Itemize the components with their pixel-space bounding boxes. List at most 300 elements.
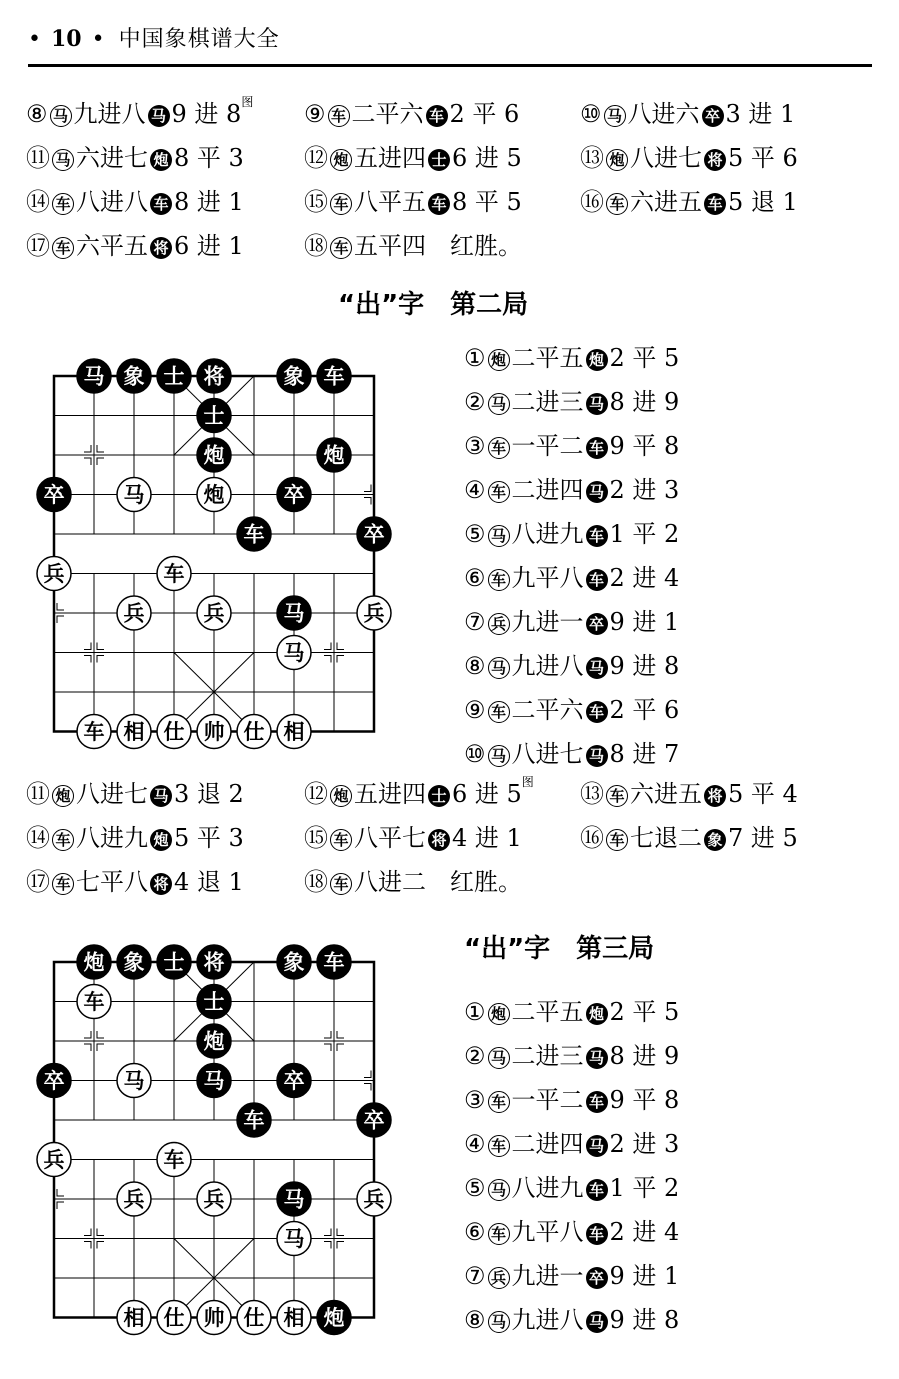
move-black-text: 8 进 7: [609, 740, 680, 768]
piece-label: 车: [83, 720, 105, 744]
piece-label: 马: [123, 483, 145, 507]
red-piece-icon: 车: [330, 873, 352, 895]
move-entry: [304, 860, 522, 904]
move-black-text: 9 进 1: [609, 608, 680, 636]
move-black-text: 2 平 5: [609, 344, 680, 372]
position-mark: [324, 1031, 331, 1038]
move-entry: [304, 136, 522, 180]
move-entry: [26, 816, 244, 860]
move-entry: [580, 136, 798, 180]
piece-label: 马: [283, 1227, 305, 1251]
position-mark: [97, 458, 104, 465]
move-number: ⑦: [464, 1262, 486, 1290]
move-red-text: 九进八: [73, 100, 146, 128]
move-number: ⑭: [26, 824, 50, 852]
move-red-text: 二平五: [511, 998, 584, 1026]
piece-label: 象: [283, 950, 305, 975]
move-entry: [304, 180, 522, 224]
move-number: ③: [464, 432, 486, 460]
move-red-text: 五进四: [354, 144, 426, 172]
position-mark: [364, 498, 371, 505]
black-piece-icon: 车: [586, 1179, 608, 1201]
move-entry: [26, 180, 244, 224]
red-piece-icon: 兵: [488, 1267, 510, 1289]
red-piece-icon: 马: [488, 657, 510, 679]
red-piece-icon: 车: [606, 829, 628, 851]
position-mark: [324, 656, 331, 663]
move-number: ⑰: [26, 868, 50, 896]
red-piece-icon: 车: [488, 1135, 510, 1157]
bullet: •: [91, 27, 105, 52]
piece-label: 将: [203, 364, 225, 389]
move-black-text: 7 进 5: [728, 824, 798, 852]
red-piece-icon: 车: [52, 873, 74, 895]
piece-label: 象: [123, 364, 145, 389]
position-mark: [97, 643, 104, 650]
red-piece-icon: 马: [488, 745, 510, 767]
piece-label: 马: [83, 364, 105, 389]
move-number: ⑬: [580, 144, 604, 172]
red-piece-icon: 炮: [488, 1003, 510, 1025]
move-red-text: 五进四: [354, 780, 426, 808]
black-piece-icon: 车: [586, 437, 608, 459]
move-red-text: 六进五: [630, 780, 702, 808]
position-mark: [97, 1044, 104, 1051]
move-black-text: 9 进 1: [609, 1262, 680, 1290]
move-number: ⑩: [464, 740, 486, 768]
red-piece-icon: 炮: [330, 149, 352, 171]
move-red-text: 二进四: [511, 1130, 584, 1158]
move-number: ③: [464, 1086, 486, 1114]
piece-label: 炮: [203, 443, 225, 468]
move-black-text: 5 平 6: [728, 144, 798, 172]
red-piece-icon: 车: [330, 237, 352, 259]
position-mark: [337, 656, 344, 663]
piece-label: 马: [283, 601, 305, 626]
move-black-text: 8 平 3: [174, 144, 244, 172]
move-red-text: 九进八: [511, 1306, 584, 1334]
position-mark: [337, 1242, 344, 1249]
black-piece-icon: 卒: [702, 105, 724, 127]
red-piece-icon: 炮: [52, 785, 74, 807]
piece-label: 车: [83, 990, 105, 1014]
red-piece-icon: 马: [50, 105, 72, 127]
piece-label: 炮: [83, 950, 105, 975]
piece-label: 兵: [123, 601, 145, 626]
move-entry: [304, 92, 519, 136]
move-entry: [464, 512, 679, 556]
piece-label: 仕: [163, 1306, 185, 1330]
red-piece-icon: 车: [488, 701, 510, 723]
move-entry: [464, 1210, 679, 1254]
header-rule: [28, 64, 872, 67]
black-piece-icon: 将: [150, 237, 172, 259]
piece-label: 车: [323, 950, 345, 975]
move-red-text: 八进九: [511, 1174, 584, 1202]
position-mark: [364, 1071, 371, 1078]
move-number: ⑱: [304, 232, 328, 260]
game3-title: “出”字 第三局: [464, 934, 655, 964]
red-piece-icon: 车: [488, 569, 510, 591]
black-piece-icon: 将: [428, 829, 450, 851]
red-piece-icon: 兵: [488, 613, 510, 635]
piece-label: 象: [283, 364, 305, 389]
red-piece-icon: 车: [330, 829, 352, 851]
move-number: ⑨: [304, 100, 326, 128]
move-number: ⑨: [464, 696, 486, 724]
position-mark: [84, 1044, 91, 1051]
move-entry: [464, 468, 679, 512]
black-piece-icon: 将: [150, 873, 172, 895]
move-red-text: 九平八: [511, 564, 584, 592]
piece-label: 兵: [363, 1187, 385, 1212]
position-mark: [84, 445, 91, 452]
bullet: •: [28, 27, 41, 52]
move-black-text: 2 进 3: [609, 1130, 680, 1158]
position-mark: [97, 656, 104, 663]
position-mark: [337, 643, 344, 650]
move-number: ⑦: [464, 608, 486, 636]
red-piece-icon: 车: [488, 1091, 510, 1113]
black-piece-icon: 卒: [586, 1267, 608, 1289]
red-piece-icon: 马: [604, 105, 626, 127]
move-red-text: 七平八: [76, 868, 148, 896]
black-piece-icon: 马: [586, 481, 608, 503]
piece-label: 马: [123, 1069, 145, 1093]
move-black-text: 8 进 9: [609, 1042, 680, 1070]
move-entry: [26, 92, 253, 136]
figure-mark: 图: [521, 775, 534, 789]
piece-label: 兵: [43, 1148, 65, 1172]
black-piece-icon: 车: [586, 701, 608, 723]
piece-label: 仕: [163, 720, 185, 744]
move-black-text: 5 平 4: [728, 780, 798, 808]
move-red-text: 八进七: [630, 144, 702, 172]
position-mark: [84, 1229, 91, 1236]
position-mark: [84, 458, 91, 465]
piece-label: 马: [283, 1187, 305, 1212]
position-mark: [324, 643, 331, 650]
move-black-text: 3 退 2: [174, 780, 244, 808]
move-red-text: 二平六: [511, 696, 584, 724]
move-red-text: 八进九: [511, 520, 584, 548]
move-black-text: 8 进 9: [609, 388, 680, 416]
position-mark: [97, 1229, 104, 1236]
red-piece-icon: 马: [52, 149, 74, 171]
black-piece-icon: 马: [586, 657, 608, 679]
position-mark: [324, 1044, 331, 1051]
position-mark: [97, 445, 104, 452]
black-piece-icon: 炮: [586, 1003, 608, 1025]
red-piece-icon: 炮: [330, 785, 352, 807]
move-number: ⑥: [464, 564, 486, 592]
black-piece-icon: 马: [586, 393, 608, 415]
move-black-text: 9 平 8: [609, 432, 680, 460]
move-entry: [464, 424, 679, 468]
position-mark: [337, 1031, 344, 1038]
move-red-text: 八进八: [76, 188, 148, 216]
move-red-text: 二进三: [511, 388, 584, 416]
black-piece-icon: 马: [586, 745, 608, 767]
move-number: ⑯: [580, 188, 604, 216]
move-red-text: 一平二: [511, 432, 584, 460]
move-entry: [464, 1078, 679, 1122]
move-black-text: 6 进 5: [452, 780, 522, 808]
red-piece-icon: 马: [488, 1311, 510, 1333]
piece-label: 卒: [283, 483, 305, 507]
move-black-text: 3 进 1: [725, 100, 796, 128]
red-piece-icon: 车: [606, 785, 628, 807]
move-entry: [464, 990, 679, 1034]
move-entry: [580, 772, 798, 816]
move-black-text: 9 平 8: [609, 1086, 680, 1114]
figure-mark: 图: [241, 95, 254, 109]
black-piece-icon: 卒: [586, 613, 608, 635]
piece-label: 兵: [123, 1187, 145, 1212]
piece-label: 马: [203, 1069, 225, 1093]
position-mark: [364, 1084, 371, 1091]
move-red-text: 九进一: [511, 1262, 584, 1290]
move-number: ②: [464, 388, 486, 416]
move-red-text: 九平八: [511, 1218, 584, 1246]
move-black-text: 5 平 3: [174, 824, 244, 852]
move-entry: [580, 92, 795, 136]
black-piece-icon: 马: [586, 1311, 608, 1333]
black-piece-icon: 马: [586, 1047, 608, 1069]
piece-label: 仕: [243, 720, 265, 744]
piece-label: 士: [203, 404, 225, 428]
move-black-text: 红胜。: [450, 868, 522, 896]
move-number: ⑬: [580, 780, 604, 808]
move-black-text: 红胜。: [450, 232, 522, 260]
black-piece-icon: 车: [586, 1223, 608, 1245]
move-red-text: 八平七: [354, 824, 426, 852]
move-entry: [464, 1298, 679, 1342]
move-red-text: 八进六: [627, 100, 700, 128]
game3-board: [34, 942, 394, 1338]
move-black-text: 2 平 6: [449, 100, 520, 128]
position-mark: [324, 1229, 331, 1236]
piece-label: 炮: [323, 1306, 345, 1330]
move-black-text: 2 平 6: [609, 696, 680, 724]
red-piece-icon: 炮: [606, 149, 628, 171]
move-red-text: 八进七: [76, 780, 148, 808]
game2-board: [34, 356, 394, 752]
move-red-text: 八平五: [354, 188, 426, 216]
red-piece-icon: 炮: [488, 349, 510, 371]
move-black-text: 2 进 4: [609, 564, 680, 592]
position-mark: [57, 1189, 64, 1196]
move-number: ⑧: [464, 1306, 486, 1334]
move-red-text: 六平五: [76, 232, 148, 260]
red-piece-icon: 车: [488, 1223, 510, 1245]
move-entry: [464, 1166, 679, 1210]
red-piece-icon: 车: [52, 237, 74, 259]
position-mark: [337, 1229, 344, 1236]
position-mark: [84, 1031, 91, 1038]
move-number: ⑰: [26, 232, 50, 260]
move-entry: [304, 224, 522, 268]
black-piece-icon: 车: [586, 525, 608, 547]
position-mark: [364, 485, 371, 492]
black-piece-icon: 马: [150, 785, 172, 807]
piece-label: 帅: [203, 1306, 225, 1330]
move-black-text: 4 进 1: [452, 824, 522, 852]
move-number: ⑱: [304, 868, 328, 896]
position-mark: [324, 1242, 331, 1249]
move-black-text: 6 进 1: [174, 232, 244, 260]
position-mark: [84, 1242, 91, 1249]
move-entry: [26, 224, 244, 268]
position-mark: [84, 643, 91, 650]
red-piece-icon: 马: [488, 1179, 510, 1201]
move-red-text: 二进四: [511, 476, 584, 504]
move-black-text: 4 退 1: [174, 868, 244, 896]
piece-label: 兵: [43, 562, 65, 586]
move-entry: [464, 1034, 679, 1078]
red-piece-icon: 车: [488, 481, 510, 503]
move-number: ⑪: [26, 780, 50, 808]
black-piece-icon: 将: [704, 149, 726, 171]
move-black-text: 9 进 8: [609, 1306, 680, 1334]
book-title: 中国象棋谱大全: [118, 27, 280, 52]
page-number: 10: [50, 26, 82, 52]
black-piece-icon: 车: [704, 193, 726, 215]
black-piece-icon: 车: [428, 193, 450, 215]
move-number: ⑤: [464, 520, 486, 548]
move-black-text: 8 进 1: [174, 188, 244, 216]
move-entry: [26, 136, 244, 180]
red-piece-icon: 马: [488, 525, 510, 547]
piece-label: 卒: [283, 1069, 305, 1093]
move-black-text: 2 进 3: [609, 476, 680, 504]
move-red-text: 八进二: [354, 868, 426, 896]
move-black-text: 5 退 1: [728, 188, 798, 216]
piece-label: 兵: [203, 601, 225, 626]
move-number: ④: [464, 1130, 486, 1158]
move-entry: [580, 816, 798, 860]
move-black-text: 9 进 8: [609, 652, 680, 680]
move-number: ①: [464, 344, 486, 372]
move-black-text: 8 平 5: [452, 188, 522, 216]
move-number: ⑧: [464, 652, 486, 680]
move-number: ⑤: [464, 1174, 486, 1202]
position-mark: [57, 1202, 64, 1209]
move-entry: [464, 556, 679, 600]
move-number: ⑯: [580, 824, 604, 852]
position-mark: [57, 603, 64, 610]
black-piece-icon: 马: [148, 105, 170, 127]
black-piece-icon: 车: [426, 105, 448, 127]
red-piece-icon: 车: [328, 105, 350, 127]
piece-label: 士: [163, 364, 185, 389]
black-piece-icon: 士: [428, 785, 450, 807]
move-entry: [304, 816, 522, 860]
move-red-text: 二平六: [351, 100, 424, 128]
red-piece-icon: 车: [52, 829, 74, 851]
black-piece-icon: 马: [586, 1135, 608, 1157]
move-entry: [26, 772, 244, 816]
black-piece-icon: 车: [586, 1091, 608, 1113]
black-piece-icon: 车: [150, 193, 172, 215]
black-piece-icon: 象: [704, 829, 726, 851]
piece-label: 卒: [43, 1069, 65, 1093]
piece-label: 卒: [363, 522, 385, 547]
move-entry: [580, 180, 798, 224]
game2-title: “出”字 第二局: [338, 290, 529, 320]
piece-label: 炮: [323, 443, 345, 468]
move-entry: [464, 1122, 679, 1166]
position-mark: [84, 656, 91, 663]
move-black-text: 1 平 2: [609, 1174, 680, 1202]
piece-label: 相: [283, 1306, 305, 1330]
move-number: ④: [464, 476, 486, 504]
move-red-text: 八进九: [76, 824, 148, 852]
move-entry: [464, 732, 679, 776]
red-piece-icon: 马: [488, 1047, 510, 1069]
move-number: ⑥: [464, 1218, 486, 1246]
piece-label: 相: [123, 1306, 145, 1330]
move-number: ⑫: [304, 780, 328, 808]
move-red-text: 一平二: [511, 1086, 584, 1114]
piece-label: 车: [323, 364, 345, 389]
piece-label: 车: [243, 522, 265, 547]
move-red-text: 八进七: [511, 740, 584, 768]
move-entry: [464, 380, 679, 424]
move-number: ⑧: [26, 100, 48, 128]
piece-label: 炮: [203, 483, 225, 507]
piece-label: 卒: [363, 1108, 385, 1133]
piece-label: 象: [123, 950, 145, 975]
move-red-text: 五平四: [354, 232, 426, 260]
move-black-text: 2 平 5: [609, 998, 680, 1026]
move-entry: [26, 860, 244, 904]
piece-label: 马: [283, 641, 305, 665]
piece-label: 兵: [203, 1187, 225, 1212]
black-piece-icon: 炮: [150, 829, 172, 851]
piece-label: 帅: [203, 720, 225, 744]
red-piece-icon: 车: [52, 193, 74, 215]
move-entry: [464, 1254, 679, 1298]
move-number: ⑮: [304, 824, 328, 852]
piece-label: 士: [203, 990, 225, 1014]
red-piece-icon: 马: [488, 393, 510, 415]
move-black-text: 6 进 5: [452, 144, 522, 172]
move-entry: [464, 688, 679, 732]
move-black-text: 1 平 2: [609, 520, 680, 548]
position-mark: [97, 1242, 104, 1249]
move-number: ⑪: [26, 144, 50, 172]
piece-label: 车: [163, 1148, 185, 1172]
move-red-text: 九进一: [511, 608, 584, 636]
move-number: ⑩: [580, 100, 602, 128]
move-entry: [464, 644, 679, 688]
piece-label: 士: [163, 950, 185, 975]
black-piece-icon: 炮: [150, 149, 172, 171]
move-red-text: 二平五: [511, 344, 584, 372]
move-black-text: 9 进 8: [171, 100, 242, 128]
piece-label: 相: [123, 720, 145, 744]
piece-label: 仕: [243, 1306, 265, 1330]
position-mark: [57, 616, 64, 623]
move-red-text: 六进五: [630, 188, 702, 216]
piece-label: 相: [283, 720, 305, 744]
black-piece-icon: 炮: [586, 349, 608, 371]
black-piece-icon: 车: [586, 569, 608, 591]
move-number: ②: [464, 1042, 486, 1070]
piece-label: 炮: [203, 1029, 225, 1054]
move-entry: [464, 600, 679, 644]
